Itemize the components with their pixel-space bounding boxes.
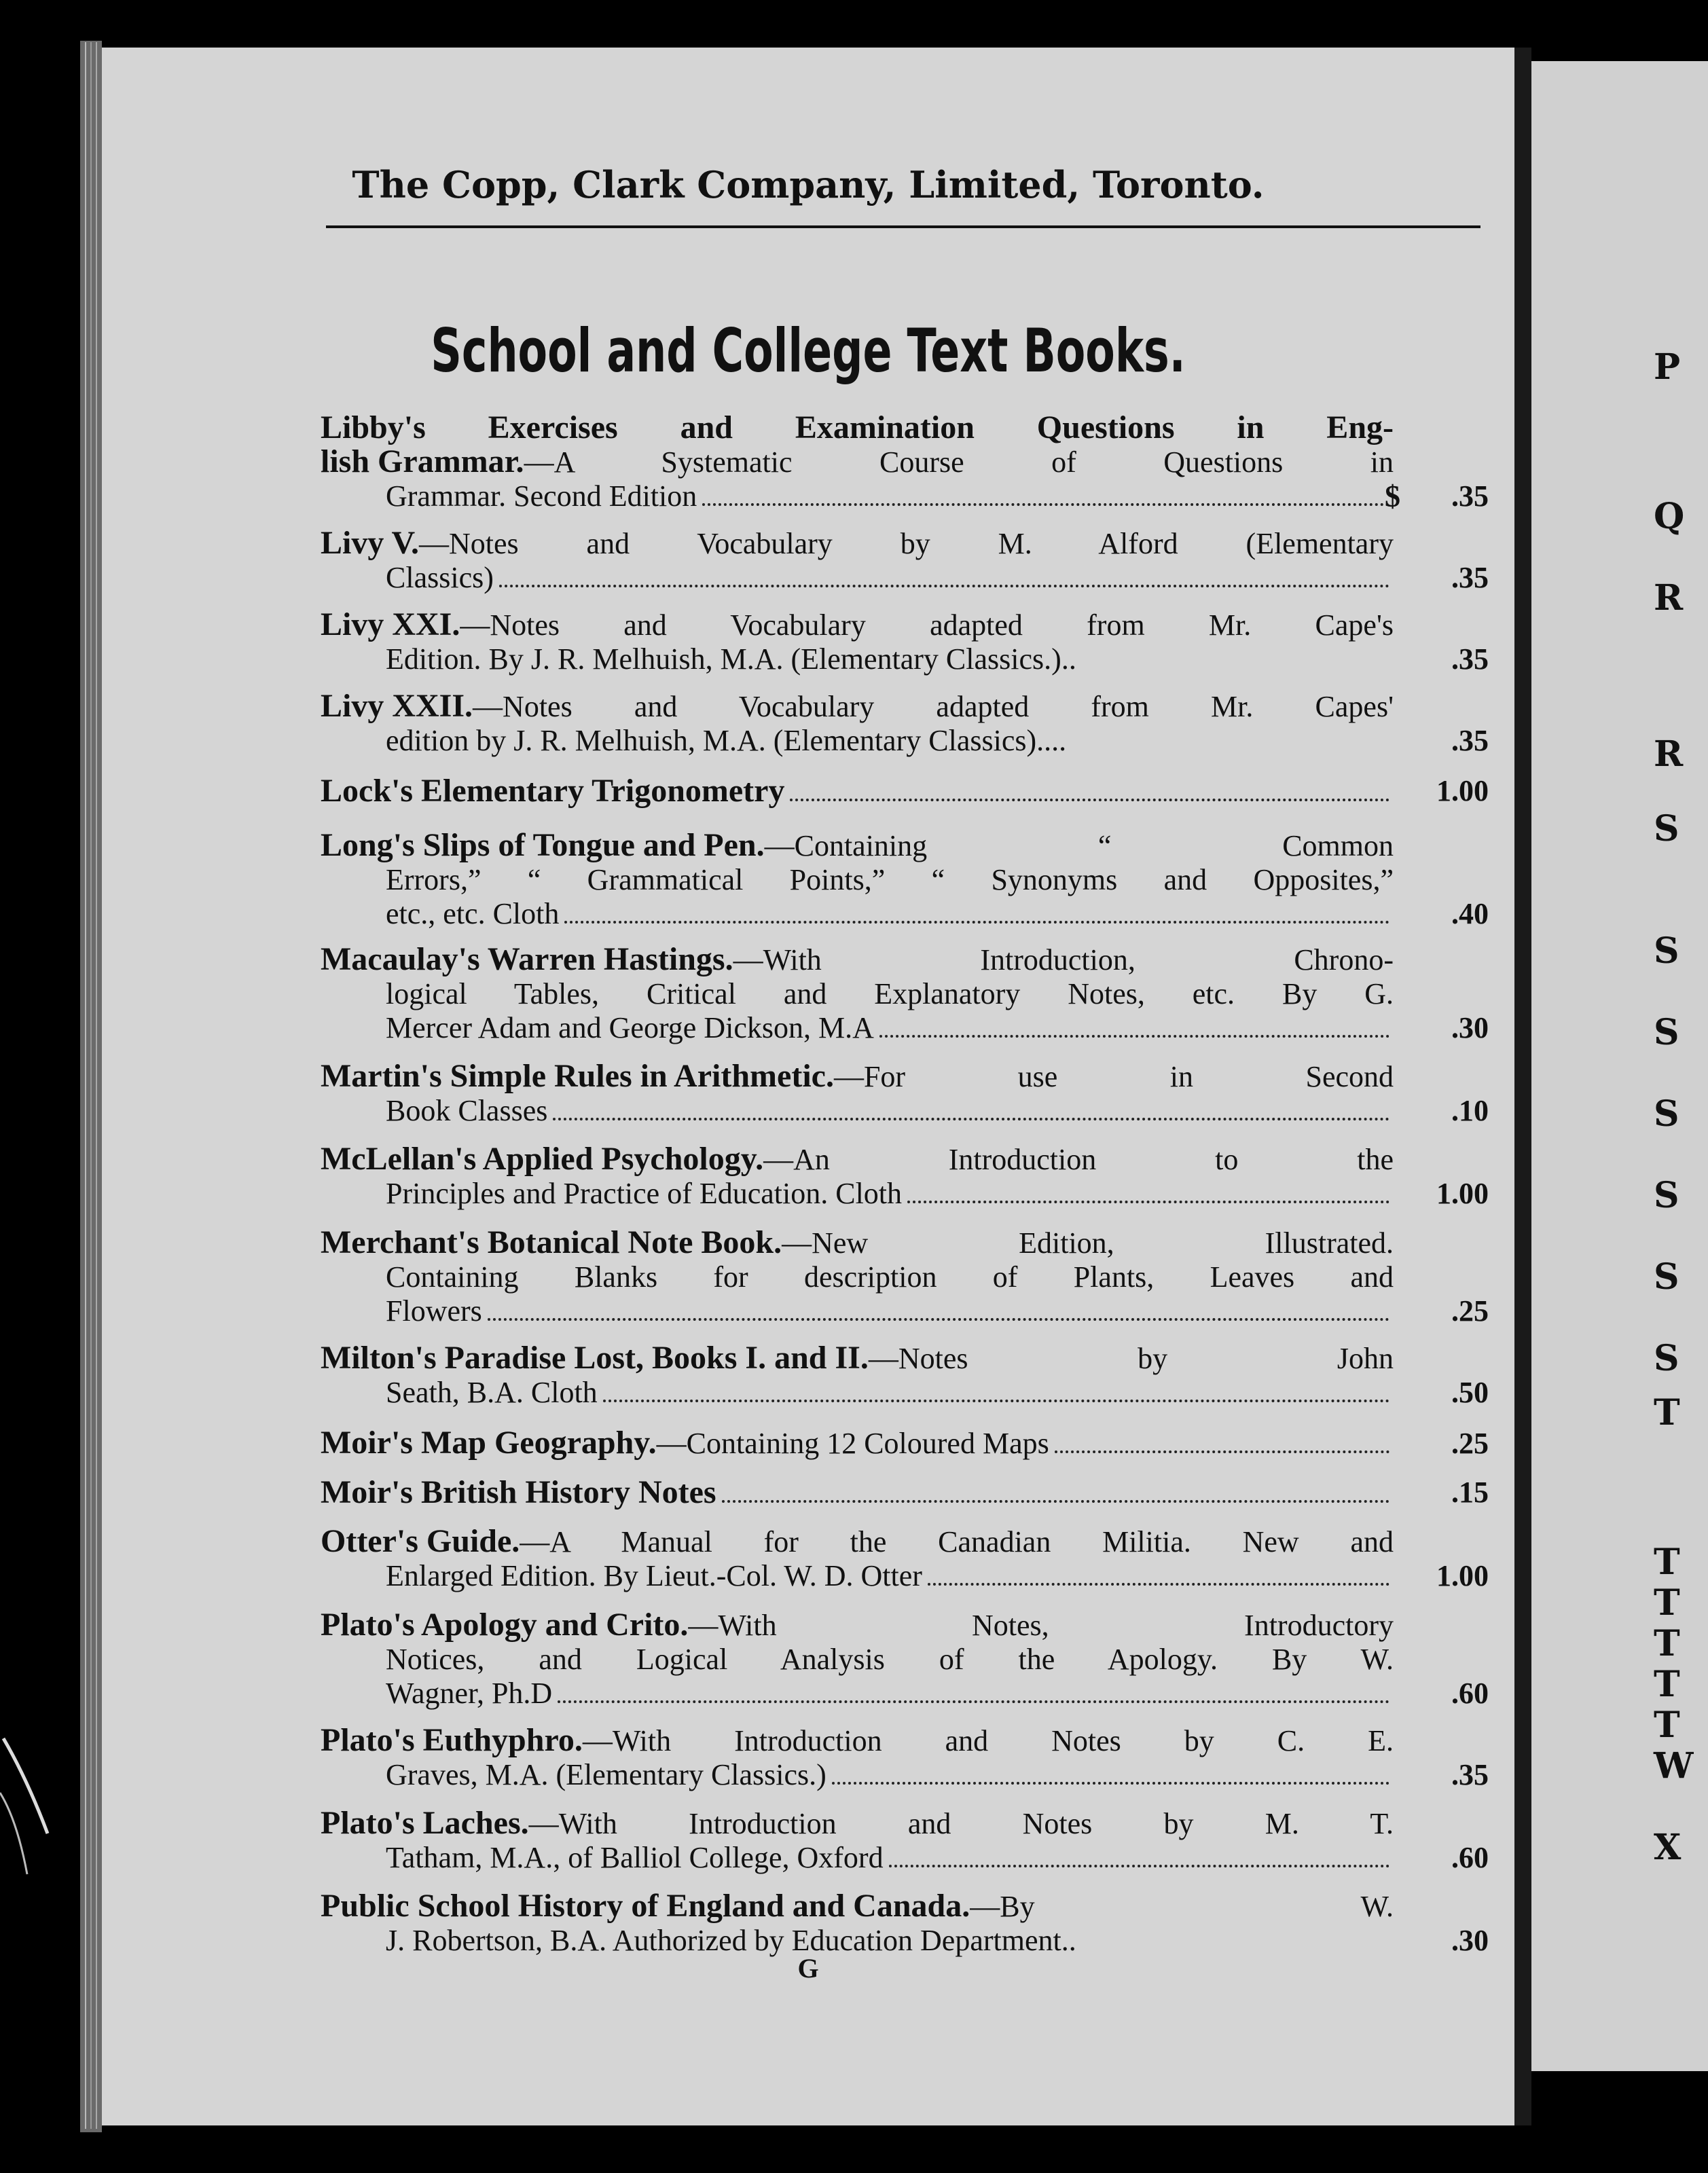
book-title: Plato's Apology and Crito.	[321, 1607, 689, 1643]
dot-leader	[928, 1583, 1389, 1586]
book-description: edition by J. R. Melhuish, M.A. (Elementary Classics)....	[386, 724, 1067, 757]
book-title: Moir's Map Geography.	[321, 1425, 657, 1461]
facing-page-letter: P	[1654, 346, 1681, 388]
head-rule	[326, 225, 1480, 228]
book-title: Plato's Laches.	[321, 1805, 529, 1841]
book-entry	[321, 1142, 1489, 1211]
book-title: Moir's British History Notes	[321, 1474, 716, 1510]
book-description: Notices, and Logical Analysis of the Apology. By W.	[386, 1643, 1394, 1676]
facing-page-letter: S	[1654, 808, 1679, 850]
book-price: .15	[1451, 1476, 1489, 1509]
dot-leader	[553, 1118, 1389, 1120]
book-price: .35	[1451, 479, 1489, 513]
book-price: 1.00	[1436, 774, 1489, 807]
book-description: Enlarged Edition. By Lieut.-Col. W. D. Otter	[386, 1559, 922, 1592]
book-title: Libby's Exercises and Examination Questions in Eng-	[321, 409, 1394, 445]
book-description: —Containing “ Common	[764, 829, 1394, 862]
book-description: logical Tables, Critical and Explanatory Notes, etc. By G.	[386, 977, 1394, 1010]
book-price: .30	[1451, 1011, 1489, 1044]
book-description: Graves, M.A. (Elementary Classics.)	[386, 1758, 826, 1791]
book-description: Seath, B.A. Cloth	[386, 1376, 598, 1409]
book-description: Edition. By J. R. Melhuish, M.A. (Elementary Classics.)..	[386, 642, 1076, 676]
book-price: .60	[1451, 1841, 1489, 1874]
book-price: .50	[1451, 1376, 1489, 1409]
book-description: Classics)	[386, 561, 494, 594]
book-description: Book Classes	[386, 1094, 548, 1127]
facing-page-letter: R	[1654, 577, 1684, 619]
dot-leader	[488, 1318, 1389, 1321]
book-description: —With Introduction, Chrono-	[733, 943, 1394, 976]
dot-leader	[702, 503, 1389, 506]
facing-page-letter: Q	[1654, 496, 1685, 537]
facing-page	[1531, 61, 1708, 2071]
facing-page-letter: T	[1654, 1664, 1680, 1705]
book-entry	[321, 526, 1489, 595]
book-entry	[321, 943, 1489, 1045]
book-title: Otter's Guide.	[321, 1523, 520, 1559]
facing-page-letter: T	[1654, 1623, 1680, 1664]
book-price: 1.00	[1436, 1177, 1489, 1210]
book-title: Livy XXII.	[321, 688, 473, 724]
book-entry	[321, 1608, 1489, 1711]
book-title: Public School History of England and Canada.	[321, 1888, 970, 1924]
book-description: Tatham, M.A., of Balliol College, Oxford	[386, 1841, 884, 1874]
dot-leader	[907, 1201, 1389, 1203]
book-entry	[321, 1476, 1489, 1510]
book-description: —Notes by John	[868, 1342, 1394, 1375]
book-entry	[321, 1059, 1489, 1128]
book-price: .60	[1451, 1677, 1489, 1710]
dot-leader	[564, 921, 1389, 924]
book-price: .10	[1451, 1094, 1489, 1127]
dot-leader	[603, 1400, 1389, 1402]
book-entry	[321, 608, 1489, 676]
book-description: —New Edition, Illustrated.	[782, 1226, 1394, 1260]
book-price: .30	[1451, 1924, 1489, 1957]
facing-page-letter: S	[1654, 1093, 1679, 1135]
book-description: Grammar. Second Edition	[386, 479, 697, 513]
catalogue-page	[102, 48, 1514, 2125]
book-title: Macaulay's Warren Hastings.	[321, 941, 733, 977]
book-description: Principles and Practice of Education. Cloth	[386, 1177, 903, 1210]
book-description: J. Robertson, B.A. Authorized by Education Department..	[386, 1924, 1076, 1957]
book-price: .35	[1451, 724, 1489, 757]
book-description: —Notes and Vocabulary adapted from Mr. Capes'	[473, 690, 1394, 723]
book-entry	[321, 1341, 1489, 1410]
book-title: Livy V.	[321, 525, 419, 561]
book-description: —With Introduction and Notes by M. T.	[528, 1807, 1394, 1840]
book-description: Errors,” “ Grammatical Points,” “ Synonyms and Opposites,”	[386, 863, 1394, 896]
book-description: —Notes and Vocabulary adapted from Mr. Cape's	[460, 608, 1394, 642]
book-title: Merchant's Botanical Note Book.	[321, 1224, 782, 1260]
book-price: .40	[1451, 897, 1489, 930]
book-description: —Notes and Vocabulary by M. Alford (Elementary	[418, 527, 1394, 560]
book-description: —Containing 12 Coloured Maps	[656, 1427, 1049, 1460]
facing-page-letter: T	[1654, 1582, 1680, 1624]
dot-leader	[832, 1782, 1389, 1785]
book-price: .35	[1451, 561, 1489, 594]
facing-page-letter: S	[1654, 1012, 1679, 1053]
book-description: —With Notes, Introductory	[688, 1609, 1394, 1642]
book-price: .25	[1451, 1294, 1489, 1328]
facing-page-letter: S	[1654, 930, 1679, 972]
book-description: Flowers	[386, 1294, 482, 1328]
dot-leader	[790, 799, 1389, 801]
book-title: Livy XXI.	[321, 606, 460, 642]
book-title: Martin's Simple Rules in Arithmetic.	[321, 1058, 834, 1094]
book-description: —An Introduction to the	[763, 1143, 1394, 1176]
facing-page-letter: T	[1654, 1392, 1680, 1434]
facing-page-letter: R	[1654, 733, 1684, 775]
facing-page-letter: S	[1654, 1175, 1679, 1216]
facing-page-letter: X	[1654, 1827, 1682, 1868]
book-title: Milton's Paradise Lost, Books I. and II.	[321, 1340, 869, 1376]
dot-leader	[558, 1700, 1389, 1703]
book-entry	[321, 1806, 1489, 1875]
book-description: Containing Blanks for description of Plants, Leaves and	[386, 1260, 1394, 1294]
book-price: .35	[1451, 1758, 1489, 1791]
book-description: Mercer Adam and George Dickson, M.A	[386, 1011, 874, 1044]
book-title: McLellan's Applied Psychology.	[321, 1141, 764, 1177]
dot-leader	[889, 1865, 1389, 1867]
facing-page-letter: S	[1654, 1256, 1679, 1298]
section-title: School and College Text Books.	[431, 316, 1186, 386]
book-entry	[321, 411, 1489, 513]
book-entry	[321, 689, 1489, 758]
book-entry	[321, 1889, 1489, 1958]
book-title: Plato's Euthyphro.	[321, 1722, 583, 1758]
facing-page-letter: T	[1654, 1704, 1680, 1746]
currency-sign: $	[1385, 479, 1400, 513]
running-head: The Copp, Clark Company, Limited, Toronto.	[352, 163, 1265, 206]
book-title: Long's Slips of Tongue and Pen.	[321, 827, 765, 863]
book-description: —A Systematic Course of Questions in	[524, 445, 1394, 479]
book-price: .35	[1451, 642, 1489, 676]
facing-page-letter: T	[1654, 1541, 1680, 1583]
book-entry	[321, 774, 1489, 808]
signature-mark: G	[797, 1953, 819, 1984]
book-entry	[321, 1723, 1489, 1792]
dot-leader	[879, 1035, 1389, 1038]
book-description: —For use in Second	[833, 1060, 1394, 1093]
book-description: —A Manual for the Canadian Militia. New and	[520, 1525, 1394, 1558]
book-price: .25	[1451, 1427, 1489, 1460]
book-price: 1.00	[1436, 1559, 1489, 1592]
facing-page-letter: W	[1654, 1745, 1694, 1787]
dot-leader	[1055, 1450, 1389, 1453]
book-title-continued: lish Grammar.	[321, 443, 524, 479]
book-description: —By W.	[970, 1890, 1394, 1923]
facing-page-letter: S	[1654, 1338, 1679, 1379]
dot-leader	[499, 585, 1389, 587]
book-description: etc., etc. Cloth	[386, 897, 560, 930]
dot-leader	[722, 1500, 1389, 1503]
book-entry	[321, 1524, 1489, 1593]
book-entry	[321, 1226, 1489, 1328]
book-description: —With Introduction and Notes by C. E.	[582, 1724, 1394, 1757]
book-entry	[321, 828, 1489, 931]
book-title: Lock's Elementary Trigonometry	[321, 773, 785, 809]
book-entry	[321, 1426, 1489, 1461]
book-description: Wagner, Ph.D	[386, 1677, 553, 1710]
